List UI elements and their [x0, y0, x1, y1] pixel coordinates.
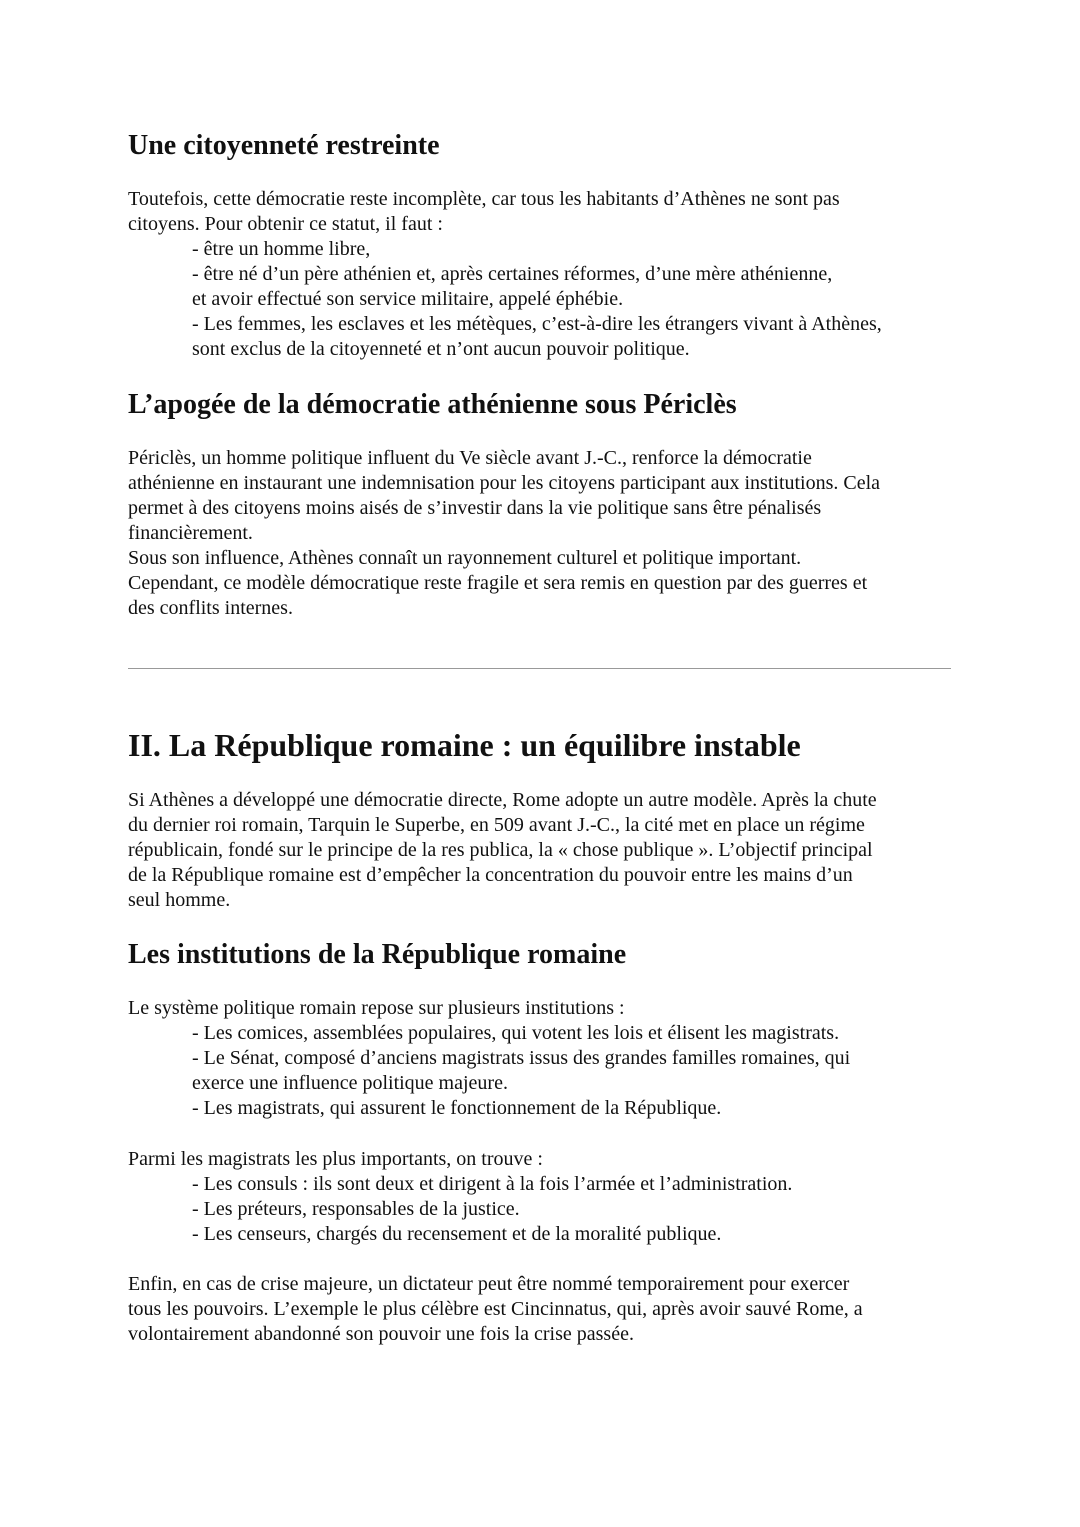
text-line: du dernier roi romain, Tarquin le Superbe, en 509 avant J.-C., la cité met en place un régime: [128, 814, 865, 836]
list-item-continued: sont exclus de la citoyenneté et n’ont aucun pouvoir politique.: [192, 338, 690, 360]
list-item: - Le Sénat, composé d’anciens magistrats issus des grandes familles romaines, qui: [192, 1047, 851, 1069]
list-item: - Les consuls : ils sont deux et dirigent à la fois l’armée et l’administration.: [192, 1173, 793, 1195]
text-line: de la République romaine est d’empêcher la concentration du pouvoir entre les mains d’un: [128, 864, 853, 886]
text-line: tous les pouvoirs. L’exemple le plus célèbre est Cincinnatus, qui, après avoir sauvé Rome, a: [128, 1298, 863, 1320]
horizontal-divider: [128, 668, 951, 669]
text-line: permet à des citoyens moins aisés de s’investir dans la vie politique sans être pénalisés: [128, 497, 822, 519]
text-line: Sous son influence, Athènes connaît un rayonnement culturel et politique important.: [128, 547, 802, 569]
list-item-continued: et avoir effectué son service militaire, appelé éphébie.: [192, 288, 624, 310]
paragraph-dictateur: [128, 1272, 960, 1347]
heading-citoyennete-restreinte: Une citoyenneté restreinte: [128, 130, 440, 161]
list-item: - Les femmes, les esclaves et les métèques, c’est-à-dire les étrangers vivant à Athènes,: [192, 313, 882, 335]
text-line: Parmi les magistrats les plus importants, on trouve :: [128, 1148, 543, 1170]
text-line: financièrement.: [128, 522, 253, 544]
list-item: - être un homme libre,: [192, 238, 371, 260]
heading-republique-romaine: II. La République romaine : un équilibre instable: [128, 727, 801, 763]
list-item: - Les préteurs, responsables de la justice.: [192, 1198, 520, 1220]
text-line: Toutefois, cette démocratie reste incomplète, car tous les habitants d’Athènes ne sont pas: [128, 188, 840, 210]
text-line: républicain, fondé sur le principe de la res publica, la « chose publique ». L’objectif principal: [128, 839, 873, 861]
list-item: - Les magistrats, qui assurent le fonctionnement de la République.: [192, 1097, 722, 1119]
paragraph-republique-intro: [128, 788, 960, 913]
list-item: - être né d’un père athénien et, après certaines réformes, d’une mère athénienne,: [192, 263, 833, 285]
text-line: Enfin, en cas de crise majeure, un dictateur peut être nommé temporairement pour exercer: [128, 1273, 850, 1295]
text-line: Cependant, ce modèle démocratique reste fragile et sera remis en question par des guerres et: [128, 572, 868, 594]
list-item: - Les comices, assemblées populaires, qui votent les lois et élisent les magistrats.: [192, 1022, 840, 1044]
text-line: athénienne en instaurant une indemnisation pour les citoyens participant aux institutions. Cela: [128, 472, 881, 494]
paragraph-pericles: [128, 446, 960, 621]
heading-institutions: Les institutions de la République romaine: [128, 939, 627, 970]
text-line: volontairement abandonné son pouvoir une fois la crise passée.: [128, 1323, 634, 1345]
paragraph-citoyennete: [128, 187, 960, 362]
paragraph-magistrats: [128, 1147, 960, 1247]
list-item-continued: exerce une influence politique majeure.: [192, 1072, 508, 1094]
text-line: Périclès, un homme politique influent du Ve siècle avant J.-C., renforce la démocratie: [128, 447, 812, 469]
list-item: - Les censeurs, chargés du recensement et de la moralité publique.: [192, 1223, 722, 1245]
text-line: Si Athènes a développé une démocratie directe, Rome adopte un autre modèle. Après la chute: [128, 789, 877, 811]
text-line: seul homme.: [128, 889, 231, 911]
paragraph-institutions: [128, 996, 960, 1121]
text-line: des conflits internes.: [128, 597, 293, 619]
heading-apogee-pericles: L’apogée de la démocratie athénienne sous Périclès: [128, 389, 737, 420]
text-line: Le système politique romain repose sur plusieurs institutions :: [128, 997, 625, 1019]
text-line: citoyens. Pour obtenir ce statut, il faut :: [128, 213, 443, 235]
